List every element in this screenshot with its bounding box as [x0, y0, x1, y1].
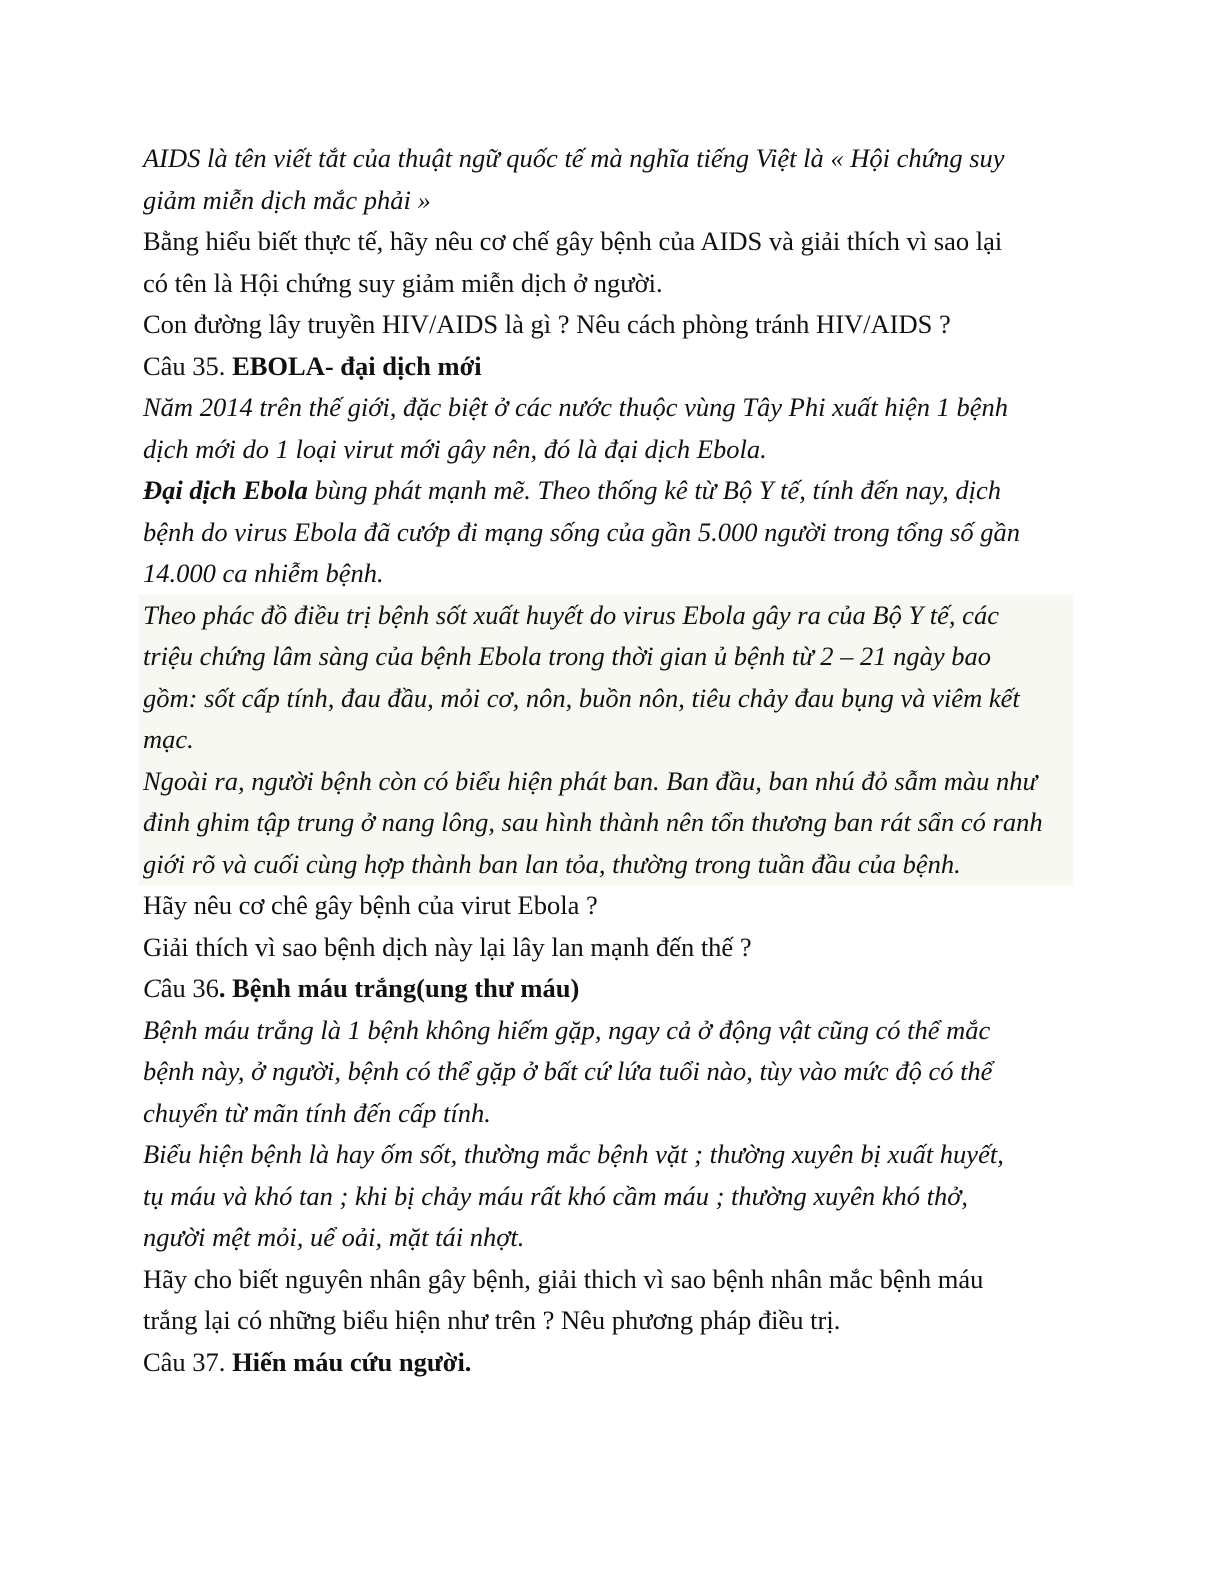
q35-question-line-2: Giải thích vì sao bệnh dịch này lại lây lan mạnh đến thế ? [143, 931, 752, 962]
q36-prefix-italic: C [143, 973, 161, 1003]
q36-title: . Bệnh máu trắng(ung thư máu) [218, 973, 580, 1003]
q35-symptoms-block [139, 595, 1073, 886]
q35-symptom-line-6: đinh ghim tập trung ở nang lông, sau hình thành nên tổn thương ban rát sẩn có ranh [143, 807, 1043, 837]
q35-intro-line-2: dịch mới do 1 loại virut mới gây nên, đó là đại dịch Ebola. [143, 433, 767, 464]
q35-outbreak-bold: Đại dịch Ebola [143, 475, 315, 505]
q35-outbreak-first-rest: bùng phát mạnh mẽ. Theo thống kê từ Bộ Y tế, tính đến nay, dịch [314, 475, 1001, 505]
q37-title: Hiến máu cứu người. [232, 1346, 472, 1377]
q35-symptom-line-1: Theo phác đồ điều trị bệnh sốt xuất huyết do virus Ebola gây ra của Bộ Y tế, các [143, 599, 999, 630]
q36-intro-line-2: bệnh này, ở người, bệnh có thể gặp ở bất cứ lứa tuổi nào, tùy vào mức độ có thể [143, 1056, 993, 1086]
q35-outbreak-line-3: 14.000 ca nhiễm bệnh. [143, 558, 384, 588]
q36-heading [143, 968, 1083, 1010]
q36-question-line-2: trắng lại có những biểu hiện như trên ? Nêu phương pháp điều trị. [143, 1305, 841, 1335]
q35-symptom-line-5: Ngoài ra, người bệnh còn có biểu hiện phát ban. Ban đầu, ban nhú đỏ sẫm màu như [143, 765, 1037, 796]
q36-intro-line-1: Bệnh máu trắng là 1 bệnh không hiếm gặp, ngay cả ở động vật cũng có thể mắc [143, 1014, 991, 1045]
q37-heading [143, 1342, 1083, 1384]
document-page [143, 138, 1083, 1383]
q35-symptom-line-2: triệu chứng lâm sàng của bệnh Ebola trong thời gian ủ bệnh từ 2 – 21 ngày bao [143, 641, 992, 671]
q36-question-line-1: Hãy cho biết nguyên nhân gây bệnh, giải thich vì sao bệnh nhân mắc bệnh máu [143, 1263, 984, 1294]
aids-question-line-1: Bằng hiểu biết thực tế, hãy nêu cơ chế gây bệnh của AIDS và giải thích vì sao lại [143, 226, 1003, 256]
q35-outbreak-line-1 [143, 470, 1083, 512]
q35-symptom-line-4: mạc. [143, 724, 194, 754]
q36-intro-line-4: Biểu hiện bệnh là hay ốm sốt, thường mắc bệnh vặt ; thường xuyên bị xuất huyết, [143, 1139, 1004, 1169]
q35-symptom-line-3: gồm: sốt cấp tính, đau đầu, mỏi cơ, nôn, buồn nôn, tiêu chảy đau bụng và viêm kết [143, 682, 1020, 713]
q35-question-line-1: Hãy nêu cơ chê gây bệnh của virut Ebola ? [143, 890, 598, 920]
q35-prefix: Câu 35. [143, 350, 233, 381]
q35-symptom-line-7: giới rõ và cuối cùng hợp thành ban lan tỏa, thường trong tuần đầu của bệnh. [143, 848, 961, 879]
q35-intro-line-1: Năm 2014 trên thế giới, đặc biệt ở các nước thuộc vùng Tây Phi xuất hiện 1 bệnh [143, 392, 1008, 422]
q35-heading [143, 346, 1083, 388]
aids-intro-line-1: AIDS là tên viết tắt của thuật ngữ quốc tế mà nghĩa tiếng Việt là « Hội chứng suy [143, 143, 1005, 173]
q35-outbreak-line-2: bệnh do virus Ebola đã cướp đi mạng sống của gần 5.000 người trong tổng số gần [143, 516, 1020, 547]
q36-prefix: âu 36 [160, 973, 219, 1003]
q35-title: EBOLA- đại dịch mới [232, 350, 482, 381]
q36-intro-line-5: tụ máu và khó tan ; khi bị chảy máu rất khó cầm máu ; thường xuyên khó thở, [143, 1180, 969, 1211]
aids-question-line-3: Con đường lây truyền HIV/AIDS là gì ? Nêu cách phòng tránh HIV/AIDS ? [143, 309, 951, 339]
q36-intro-line-6: người mệt mỏi, uể oải, mặt tái nhợt. [143, 1222, 525, 1252]
q36-intro-line-3: chuyển từ mãn tính đến cấp tính. [143, 1097, 491, 1128]
aids-question-line-2: có tên là Hội chứng suy giảm miễn dịch ở người. [143, 267, 663, 298]
aids-intro-line-2: giảm miễn dịch mắc phải » [143, 184, 431, 215]
q37-prefix: Câu 37. [143, 1346, 233, 1377]
